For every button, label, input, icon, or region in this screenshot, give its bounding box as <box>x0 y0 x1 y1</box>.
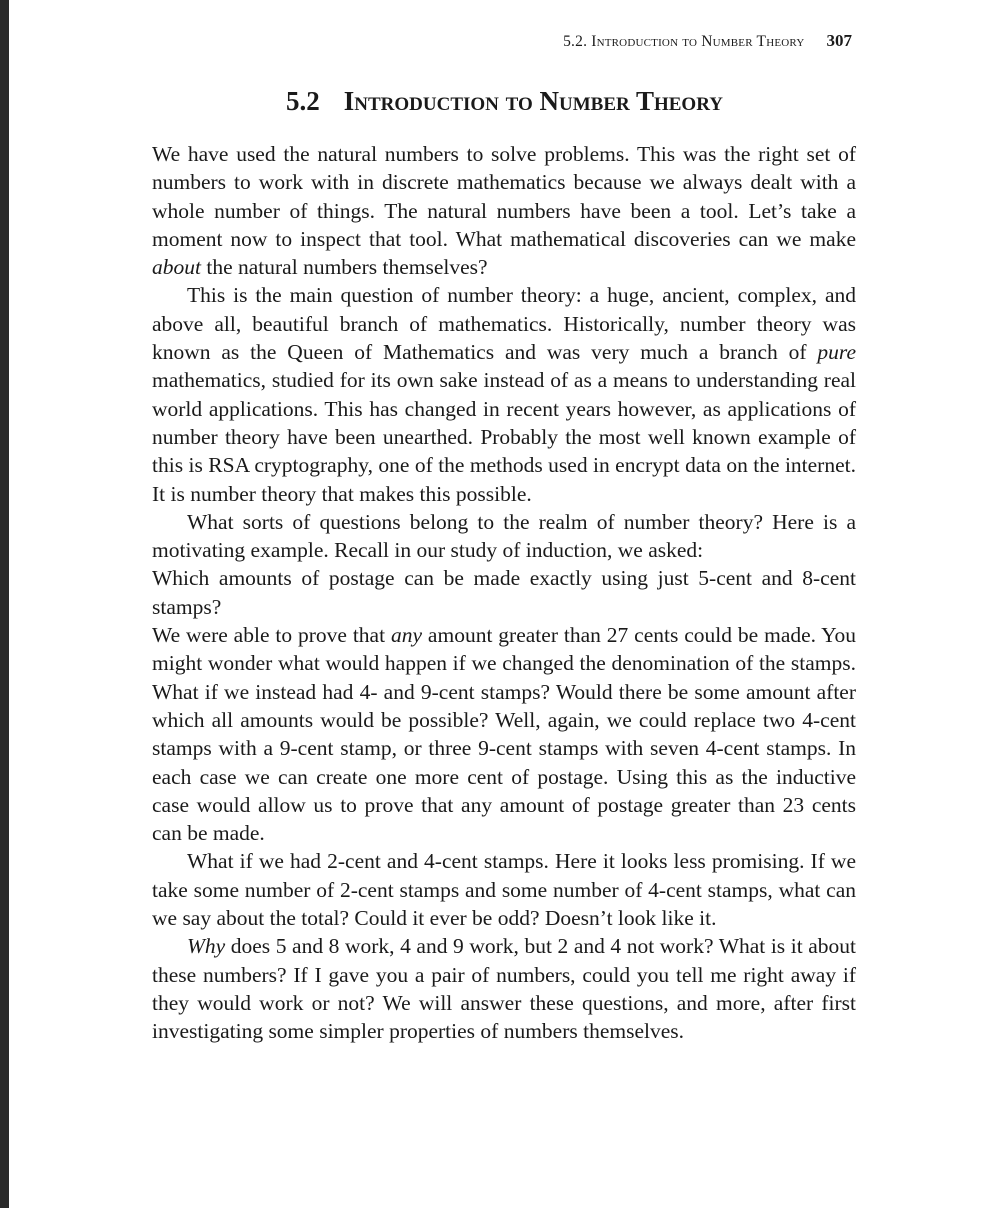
paragraph-1-emphasis: about <box>152 255 201 280</box>
paragraph-6-text-b: does 5 and 8 work, 4 and 9 work, but 2 and 4 not work? What is it about these numbers? If I gave you a pair of numbers, could you tell me right away if they would work or not? We will answer these questions, and more, after first investigating some simpler properties of numbers themselves. <box>152 934 856 1044</box>
paragraph-4-text-a: We were able to prove that <box>152 623 391 648</box>
paragraph-2-text-b: mathematics, studied for its own sake instead of as a means to understanding real world applications. This has changed in recent years however, as applications of number theory have been unearthed. Probably the most well known example of this is RSA cryptography, one of the methods used in encrypt data on the internet. It is number theory that makes this possible. <box>152 368 856 506</box>
page-edge-bar <box>0 0 9 1208</box>
running-head <box>500 31 852 51</box>
paragraph-1-text-a: We have used the natural numbers to solve problems. This was the right set of numbers to work with in discrete mathematics because we always dealt with a whole number of things. The natural numbers have been a tool. Let’s take a moment now to inspect that tool. What mathematical discoveries can we make <box>152 142 856 251</box>
paragraph-1 <box>152 140 856 281</box>
page-number: 307 <box>826 31 852 50</box>
body-text <box>152 140 856 1046</box>
paragraph-5: What if we had 2-cent and 4-cent stamps. Here it looks less promising. If we take some number of 2-cent stamps and some number of 4-cent stamps, what can we say about the total? Could it ever be odd? Doesn’t look like it. <box>152 849 856 931</box>
block-quote: Which amounts of postage can be made exactly using just 5-cent and 8-cent stamps? <box>152 566 856 619</box>
paragraph-4-emphasis: any <box>390 623 423 648</box>
paragraph-2-text-a: This is the main question of number theory: a huge, ancient, complex, and above all, beautiful branch of mathematics. Historically, number theory was known as the Queen of Mathematics and was very much a branch of <box>152 283 856 365</box>
paragraph-4-text-b: amount greater than 27 cents could be made. You might wonder what would happen if we changed the denomination of the stamps. What if we instead had 4- and 9-cent stamps? Would there be some amount after which all amounts would be possible? Well, again, we could replace two 4-cent stamps with a 9-cent stamp, or three 9-cent stamps with seven 4-cent stamps. In each case we can create one more cent of postage. Using this as the inductive case would allow us to prove that any amount of postage greater than 23 cents can be made. <box>152 623 856 846</box>
paragraph-4 <box>152 621 856 847</box>
paragraph-2-emphasis: pure <box>817 340 856 365</box>
running-head-section: 5.2. Introduction to Number Theory <box>563 33 805 50</box>
section-number: 5.2 <box>286 86 320 116</box>
paragraph-3: What sorts of questions belong to the realm of number theory? Here is a motivating example. Recall in our study of induction, we asked: <box>152 509 856 563</box>
paragraph-2 <box>152 281 856 507</box>
section-title: Introduction to Number Theory <box>343 86 723 116</box>
paragraph-1-text-b: the natural numbers themselves? <box>200 255 488 280</box>
paragraph-6 <box>152 932 856 1045</box>
paragraph-6-emphasis: Why <box>187 934 226 959</box>
section-heading <box>152 86 857 117</box>
